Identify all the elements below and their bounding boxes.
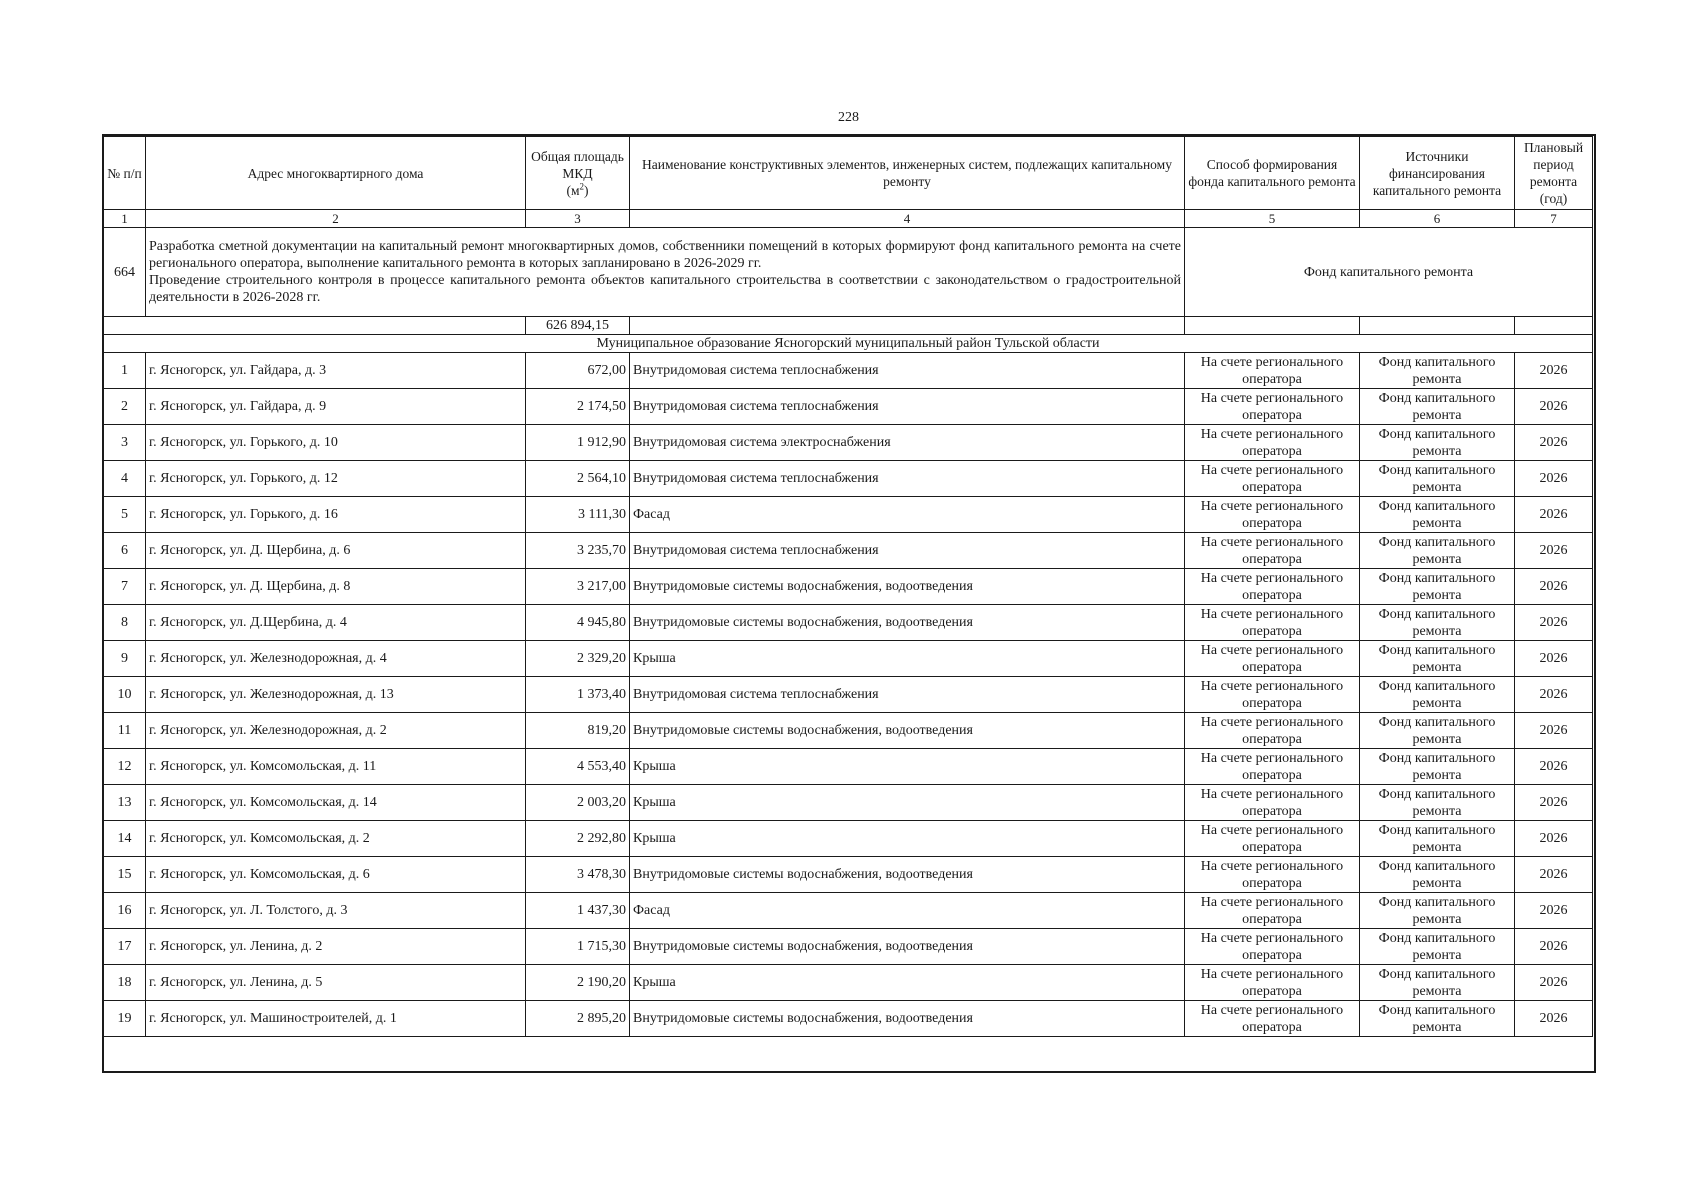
row-address: г. Ясногорск, ул. Горького, д. 12: [146, 461, 526, 497]
row-method: На счете регионального оператора: [1185, 713, 1360, 749]
table-row: [104, 785, 1593, 821]
total-empty: [1360, 317, 1515, 335]
row-address: г. Ясногорск, ул. Ленина, д. 5: [146, 965, 526, 1001]
row-source: Фонд капитального ремонта: [1360, 749, 1515, 785]
row-source: Фонд капитального ремонта: [1360, 713, 1515, 749]
row-address: г. Ясногорск, ул. Комсомольская, д. 11: [146, 749, 526, 785]
row-area: 2 003,20: [526, 785, 630, 821]
row-year: 2026: [1515, 965, 1593, 1001]
section-description-row: [104, 228, 1593, 317]
data-rows: [104, 353, 1593, 1037]
row-year: 2026: [1515, 497, 1593, 533]
row-element: Фасад: [630, 893, 1185, 929]
row-number: 9: [104, 641, 146, 677]
row-area: 3 111,30: [526, 497, 630, 533]
row-area: 3 235,70: [526, 533, 630, 569]
row-area: 4 553,40: [526, 749, 630, 785]
header-num: № п/п: [104, 136, 146, 210]
row-area: 2 190,20: [526, 965, 630, 1001]
row-year: 2026: [1515, 857, 1593, 893]
header-area: [526, 136, 630, 210]
row-address: г. Ясногорск, ул. Железнодорожная, д. 13: [146, 677, 526, 713]
table-row: [104, 497, 1593, 533]
header-elements: Наименование конструктивных элементов, инженерных систем, подлежащих капитальному ремонту: [630, 136, 1185, 210]
row-number: 7: [104, 569, 146, 605]
row-method: На счете регионального оператора: [1185, 677, 1360, 713]
row-year: 2026: [1515, 425, 1593, 461]
row-number: 1: [104, 353, 146, 389]
row-source: Фонд капитального ремонта: [1360, 497, 1515, 533]
header-area-unit-sup: 2: [579, 181, 585, 191]
row-method: На счете регионального оператора: [1185, 1001, 1360, 1037]
row-method: На счете регионального оператора: [1185, 929, 1360, 965]
header-row: [104, 136, 1593, 210]
row-element: Крыша: [630, 641, 1185, 677]
row-method: На счете регионального оператора: [1185, 749, 1360, 785]
row-address: г. Ясногорск, ул. Горького, д. 10: [146, 425, 526, 461]
row-year: 2026: [1515, 533, 1593, 569]
row-year: 2026: [1515, 785, 1593, 821]
row-element: Внутридомовая система теплоснабжения: [630, 389, 1185, 425]
total-area: 626 894,15: [526, 317, 630, 335]
row-method: На счете регионального оператора: [1185, 569, 1360, 605]
row-source: Фонд капитального ремонта: [1360, 353, 1515, 389]
row-year: 2026: [1515, 929, 1593, 965]
row-number: 14: [104, 821, 146, 857]
row-area: 672,00: [526, 353, 630, 389]
table-row: [104, 353, 1593, 389]
row-year: 2026: [1515, 461, 1593, 497]
row-number: 15: [104, 857, 146, 893]
row-number: 19: [104, 1001, 146, 1037]
row-address: г. Ясногорск, ул. Гайдара, д. 9: [146, 389, 526, 425]
table-row: [104, 569, 1593, 605]
row-number: 16: [104, 893, 146, 929]
row-address: г. Ясногорск, ул. Железнодорожная, д. 4: [146, 641, 526, 677]
table-row: [104, 677, 1593, 713]
row-address: г. Ясногорск, ул. Комсомольская, д. 2: [146, 821, 526, 857]
page-number: 228: [838, 110, 859, 125]
table-row: [104, 893, 1593, 929]
row-element: Внутридомовые системы водоснабжения, водоотведения: [630, 1001, 1185, 1037]
table-row: [104, 389, 1593, 425]
row-element: Внутридомовая система теплоснабжения: [630, 677, 1185, 713]
row-number: 5: [104, 497, 146, 533]
row-year: 2026: [1515, 713, 1593, 749]
row-source: Фонд капитального ремонта: [1360, 821, 1515, 857]
municipality-row: [104, 335, 1593, 353]
row-method: На счете регионального оператора: [1185, 857, 1360, 893]
row-number: 2: [104, 389, 146, 425]
total-empty: [1515, 317, 1593, 335]
row-address: г. Ясногорск, ул. Машиностроителей, д. 1: [146, 1001, 526, 1037]
row-year: 2026: [1515, 641, 1593, 677]
row-area: 2 174,50: [526, 389, 630, 425]
row-source: Фонд капитального ремонта: [1360, 461, 1515, 497]
column-number: 6: [1360, 210, 1515, 228]
row-address: г. Ясногорск, ул. Горького, д. 16: [146, 497, 526, 533]
column-number: 4: [630, 210, 1185, 228]
row-number: 8: [104, 605, 146, 641]
row-method: На счете регионального оператора: [1185, 605, 1360, 641]
row-method: На счете регионального оператора: [1185, 785, 1360, 821]
row-element: Внутридомовая система теплоснабжения: [630, 353, 1185, 389]
row-area: 2 895,20: [526, 1001, 630, 1037]
header-address: Адрес многоквартирного дома: [146, 136, 526, 210]
section-fund: Фонд капитального ремонта: [1185, 228, 1593, 317]
row-method: На счете регионального оператора: [1185, 425, 1360, 461]
column-number: 7: [1515, 210, 1593, 228]
row-year: 2026: [1515, 389, 1593, 425]
row-source: Фонд капитального ремонта: [1360, 857, 1515, 893]
row-element: Внутридомовые системы водоснабжения, водоотведения: [630, 929, 1185, 965]
column-number: 2: [146, 210, 526, 228]
table-row: [104, 821, 1593, 857]
column-number: 5: [1185, 210, 1360, 228]
total-row: [104, 317, 1593, 335]
row-year: 2026: [1515, 893, 1593, 929]
row-area: 1 715,30: [526, 929, 630, 965]
row-number: 12: [104, 749, 146, 785]
row-year: 2026: [1515, 569, 1593, 605]
header-area-label: Общая площадь МКД: [531, 148, 624, 181]
table-row: [104, 605, 1593, 641]
capital-repair-table: [103, 135, 1593, 1037]
row-address: г. Ясногорск, ул. Комсомольская, д. 6: [146, 857, 526, 893]
table-row: [104, 929, 1593, 965]
row-area: 4 945,80: [526, 605, 630, 641]
row-address: г. Ясногорск, ул. Д. Щербина, д. 6: [146, 533, 526, 569]
row-area: 1 912,90: [526, 425, 630, 461]
row-number: 4: [104, 461, 146, 497]
row-number: 13: [104, 785, 146, 821]
table-row: [104, 425, 1593, 461]
row-method: На счете регионального оператора: [1185, 965, 1360, 1001]
row-source: Фонд капитального ремонта: [1360, 1001, 1515, 1037]
row-year: 2026: [1515, 353, 1593, 389]
row-area: 2 329,20: [526, 641, 630, 677]
row-year: 2026: [1515, 677, 1593, 713]
row-area: 819,20: [526, 713, 630, 749]
row-number: 10: [104, 677, 146, 713]
section-number: 664: [104, 228, 146, 317]
row-address: г. Ясногорск, ул. Д. Щербина, д. 8: [146, 569, 526, 605]
row-element: Внутридомовые системы водоснабжения, водоотведения: [630, 569, 1185, 605]
row-element: Внутридомовая система теплоснабжения: [630, 461, 1185, 497]
table-row: [104, 857, 1593, 893]
row-method: На счете регионального оператора: [1185, 353, 1360, 389]
table-row: [104, 533, 1593, 569]
row-source: Фонд капитального ремонта: [1360, 389, 1515, 425]
header-area-unit-close: ): [584, 182, 589, 198]
row-element: Крыша: [630, 965, 1185, 1001]
row-element: Внутридомовая система электроснабжения: [630, 425, 1185, 461]
row-address: г. Ясногорск, ул. Железнодорожная, д. 2: [146, 713, 526, 749]
row-source: Фонд капитального ремонта: [1360, 677, 1515, 713]
table-row: [104, 1001, 1593, 1037]
row-method: На счете регионального оператора: [1185, 821, 1360, 857]
total-empty: [1185, 317, 1360, 335]
row-method: На счете регионального оператора: [1185, 533, 1360, 569]
row-source: Фонд капитального ремонта: [1360, 965, 1515, 1001]
row-element: Крыша: [630, 749, 1185, 785]
row-source: Фонд капитального ремонта: [1360, 425, 1515, 461]
row-element: Внутридомовая система теплоснабжения: [630, 533, 1185, 569]
section-description-line1: Разработка сметной документации на капитальный ремонт многоквартирных домов, собственники помещений в которых формируют фонд капитального ремонта на счете регионального оператора, выполнение капитального ремонта в которых запланировано в 2026-2029 гг.: [149, 239, 1181, 271]
section-description: [146, 228, 1185, 317]
row-year: 2026: [1515, 821, 1593, 857]
row-area: 2 564,10: [526, 461, 630, 497]
row-year: 2026: [1515, 749, 1593, 785]
total-empty: [104, 317, 526, 335]
row-source: Фонд капитального ремонта: [1360, 533, 1515, 569]
header-area-unit: (м: [566, 182, 580, 198]
row-number: 3: [104, 425, 146, 461]
row-source: Фонд капитального ремонта: [1360, 893, 1515, 929]
row-number: 6: [104, 533, 146, 569]
table-row: [104, 749, 1593, 785]
row-number: 17: [104, 929, 146, 965]
header-period: Плановый период ремонта (год): [1515, 136, 1593, 210]
row-address: г. Ясногорск, ул. Л. Толстого, д. 3: [146, 893, 526, 929]
total-empty: [630, 317, 1185, 335]
row-address: г. Ясногорск, ул. Ленина, д. 2: [146, 929, 526, 965]
row-source: Фонд капитального ремонта: [1360, 569, 1515, 605]
row-method: На счете регионального оператора: [1185, 389, 1360, 425]
row-year: 2026: [1515, 1001, 1593, 1037]
row-element: Крыша: [630, 821, 1185, 857]
row-element: Внутридомовые системы водоснабжения, водоотведения: [630, 713, 1185, 749]
row-area: 2 292,80: [526, 821, 630, 857]
table-row: [104, 461, 1593, 497]
row-area: 3 217,00: [526, 569, 630, 605]
row-element: Внутридомовые системы водоснабжения, водоотведения: [630, 857, 1185, 893]
row-source: Фонд капитального ремонта: [1360, 605, 1515, 641]
row-address: г. Ясногорск, ул. Комсомольская, д. 14: [146, 785, 526, 821]
row-source: Фонд капитального ремонта: [1360, 641, 1515, 677]
table-row: [104, 713, 1593, 749]
row-year: 2026: [1515, 605, 1593, 641]
column-number-row: [104, 210, 1593, 228]
row-area: 1 373,40: [526, 677, 630, 713]
row-method: На счете регионального оператора: [1185, 497, 1360, 533]
row-address: г. Ясногорск, ул. Д.Щербина, д. 4: [146, 605, 526, 641]
row-area: 3 478,30: [526, 857, 630, 893]
row-number: 18: [104, 965, 146, 1001]
row-method: На счете регионального оператора: [1185, 893, 1360, 929]
row-source: Фонд капитального ремонта: [1360, 929, 1515, 965]
row-method: На счете регионального оператора: [1185, 641, 1360, 677]
row-element: Крыша: [630, 785, 1185, 821]
municipality-name: Муниципальное образование Ясногорский муниципальный район Тульской области: [104, 335, 1593, 353]
row-number: 11: [104, 713, 146, 749]
table-row: [104, 641, 1593, 677]
table-row: [104, 965, 1593, 1001]
row-element: Внутридомовые системы водоснабжения, водоотведения: [630, 605, 1185, 641]
row-address: г. Ясногорск, ул. Гайдара, д. 3: [146, 353, 526, 389]
section-description-line2: Проведение строительного контроля в процессе капитального ремонта объектов капитального строительства в соответствии с законодательством о градостроительной деятельности в 2026-2028 гг.: [149, 273, 1181, 305]
row-element: Фасад: [630, 497, 1185, 533]
row-source: Фонд капитального ремонта: [1360, 785, 1515, 821]
row-area: 1 437,30: [526, 893, 630, 929]
column-number: 1: [104, 210, 146, 228]
row-method: На счете регионального оператора: [1185, 461, 1360, 497]
column-number: 3: [526, 210, 630, 228]
header-method: Способ формирования фонда капитального ремонта: [1185, 136, 1360, 210]
header-sources: Источники финансирования капитального ремонта: [1360, 136, 1515, 210]
